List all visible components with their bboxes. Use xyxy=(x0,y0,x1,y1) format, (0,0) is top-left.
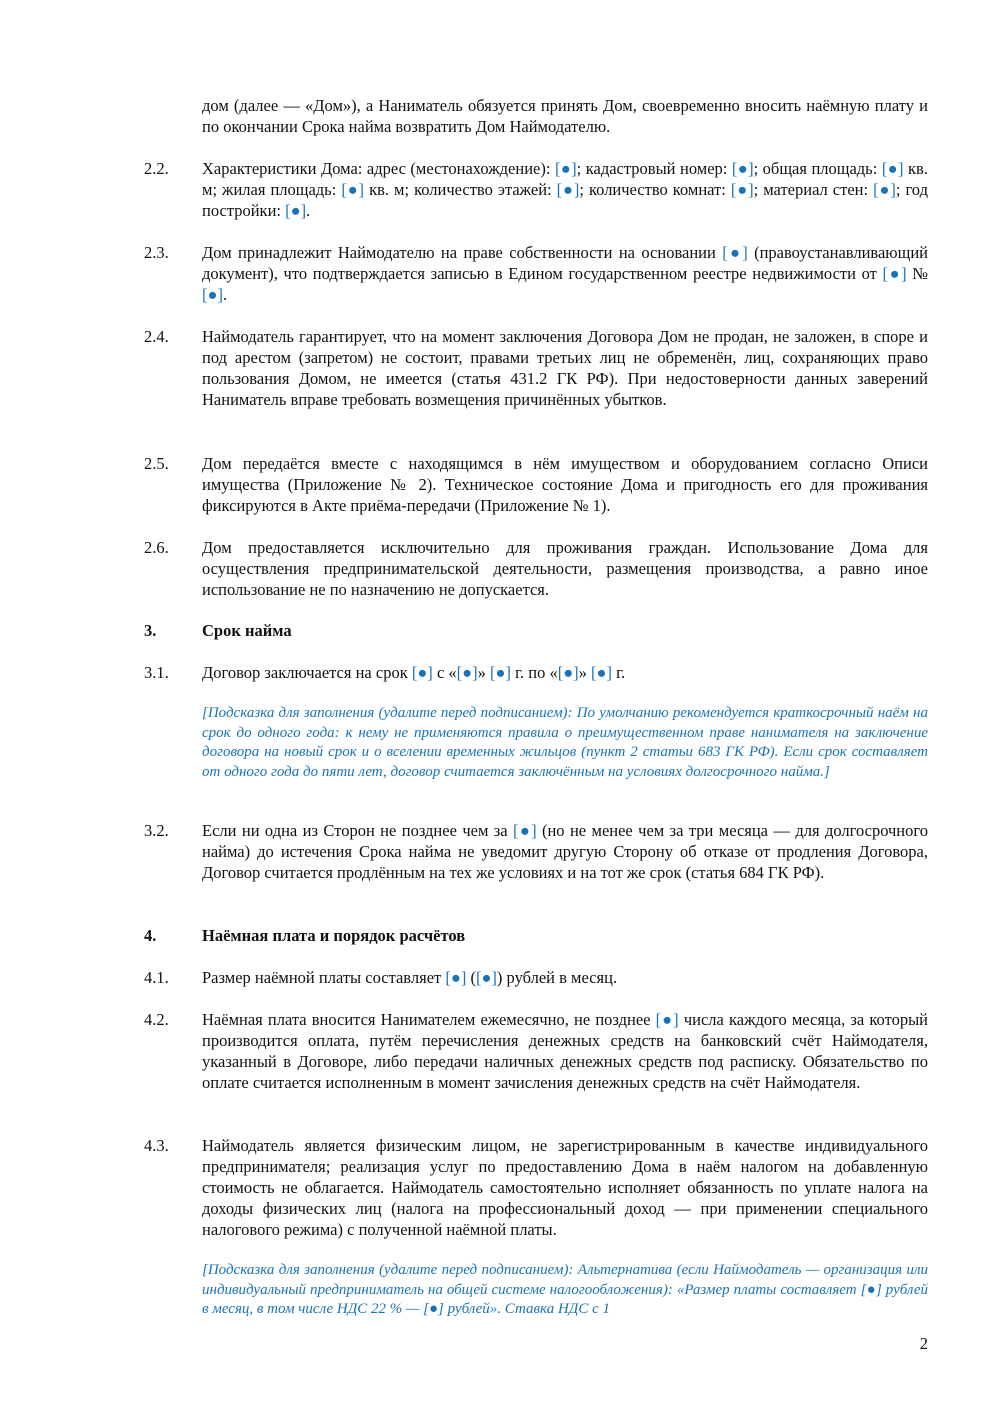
clause-2-4 xyxy=(144,326,928,410)
clause-number: 4.2. xyxy=(144,1010,169,1029)
hint-text xyxy=(202,704,928,782)
page-number: 2 xyxy=(919,1334,928,1353)
clause-2-3 xyxy=(144,242,928,305)
placeholder-marker: [●] xyxy=(411,663,433,682)
section-heading-3 xyxy=(144,620,928,641)
clause-text xyxy=(202,1009,928,1093)
placeholder-marker: [●] xyxy=(475,968,497,987)
text-run: Наймодатель является физическим лицом, не зарегистрированным в качестве индивидуального предпринимателя; реализация услуг по предоставлению Дома в наём налогом на добавленную стоимость не облагается. Наймодатель самостоятельно исполняет обязанность по уплате налога на доходы физических лиц (налога на профессиональный доход — при применении специального налогового режима) с полученной наёмной платы. xyxy=(202,1136,928,1239)
text-run: Наймодатель гарантирует, что на момент заключения Договора Дом не продан, не заложен, в споре и под арестом (запретом) не состоит, правами третьих лиц не обременён, лиц, сохраняющих право пользования Домом, не имеется (статья 431.2 ГК РФ). При недостоверности данных заверений Наниматель вправе требовать возмещения причинённых убытков. xyxy=(202,327,928,409)
clause-4-2 xyxy=(144,1009,928,1093)
placeholder-marker: [●] xyxy=(655,1010,679,1029)
placeholder-marker: [●] xyxy=(445,968,467,987)
text-run: числа каждого месяца, за который производится оплата, путём перечисления денежных средств на банковский счёт Наймодателя, указанный в Договоре, либо передачи наличных денежных средств под расписку. Обязательство по оплате считается исполненным в момент зачисления денежных средств на счёт Наймодателя. xyxy=(202,1010,928,1092)
text-run: г. по « xyxy=(510,663,558,682)
placeholder-marker: [●] xyxy=(456,663,478,682)
clause-2-5 xyxy=(144,453,928,516)
text-run: Дом предоставляется исключительно для проживания граждан. Использование Дома для осуществления предпринимательской деятельности, размещения производства, а равно иное использование не по назначению не допускается. xyxy=(202,538,928,599)
placeholder-marker: [●] xyxy=(873,180,896,199)
placeholder-marker: [●] xyxy=(591,663,613,682)
placeholder-marker: [●] xyxy=(285,201,307,220)
clause-number: 3.2. xyxy=(144,821,169,840)
placeholder-marker: [●] xyxy=(730,180,754,199)
text-run: ; материал стен: xyxy=(753,180,874,199)
text-run: Наёмная плата вносится Нанимателем ежемесячно, не позднее xyxy=(202,1010,656,1029)
text-run: [Подсказка для заполнения (удалите перед подписанием): Альтернатива (если Наймодатель — организация или индивидуальный предприниматель на общей системе налогообложения): «Размер платы составляет [●] рублей в месяц, в том числе НДС 22 % — [●] рублей». Ставка НДС с 1 xyxy=(202,1262,928,1317)
clause-text xyxy=(202,967,928,988)
clause-number: 2.6. xyxy=(144,538,169,557)
placeholder-marker: [●] xyxy=(554,159,577,178)
text-run: Договор заключается на срок xyxy=(202,663,412,682)
clause-text xyxy=(202,242,928,305)
clause-2-2 xyxy=(144,158,928,221)
text-run: » xyxy=(578,663,592,682)
text-run: Срок найма xyxy=(202,621,292,640)
clause-number: 2.4. xyxy=(144,327,169,346)
text-run: Дом принадлежит Наймодателю на праве собственности на основании xyxy=(202,243,723,262)
text-run: » xyxy=(477,663,490,682)
clause-number: 2.5. xyxy=(144,454,169,473)
text-run: (правоустанавливающий документ), что подтверждается записью в Едином государственном реестре недвижимости от xyxy=(202,243,928,283)
clause-text xyxy=(202,662,928,683)
placeholder-marker: [●] xyxy=(882,264,907,283)
text-run: с « xyxy=(432,663,457,682)
text-run: . xyxy=(222,285,228,304)
placeholder-marker: [●] xyxy=(557,663,579,682)
placeholder-marker: [●] xyxy=(722,243,748,262)
text-run: ; год постройки: xyxy=(202,180,928,220)
clause-number: 2.2. xyxy=(144,159,169,178)
section-title xyxy=(202,925,928,946)
clause-4-1 xyxy=(144,967,928,988)
clause-2-6 xyxy=(144,537,928,600)
text-run: ; кадастровый номер: xyxy=(576,159,732,178)
clause-text xyxy=(202,1135,928,1240)
text-run: Если ни одна из Сторон не позднее чем за xyxy=(202,821,514,840)
paragraph-continuation xyxy=(144,95,928,137)
text-run: . xyxy=(306,201,311,220)
text-run: ; количество комнат: xyxy=(579,180,731,199)
clause-number: 4.1. xyxy=(144,968,169,987)
section-title xyxy=(202,620,928,641)
clause-text xyxy=(202,537,928,600)
clause-number: 4.3. xyxy=(144,1136,169,1155)
clause-3-2 xyxy=(144,820,928,883)
clause-3-1 xyxy=(144,662,928,683)
placeholder-marker: [●] xyxy=(341,180,365,199)
text-run: Наёмная плата и порядок расчётов xyxy=(202,926,466,945)
filling-hint xyxy=(144,704,928,782)
placeholder-marker: [●] xyxy=(513,821,537,840)
clause-number: 3.1. xyxy=(144,663,169,682)
clause-text xyxy=(202,453,928,516)
text-run: кв. м; жилая площадь: xyxy=(202,159,928,199)
text-run: Дом передаётся вместе с находящимся в нём имуществом и оборудованием согласно Описи имущества (Приложение № 2). Техническое состояние Дома и пригодность его для проживания фиксируются в Акте приёма-передачи (Приложение № 1). xyxy=(202,454,928,515)
text-run: ; общая площадь: xyxy=(753,159,882,178)
section-heading-4 xyxy=(144,925,928,946)
placeholder-marker: [●] xyxy=(556,180,580,199)
placeholder-marker: [●] xyxy=(202,285,223,304)
text-run: ( xyxy=(466,968,476,987)
text-run: (но не менее чем за три месяца — для долгосрочного найма) до истечения Срока найма не уведомит другую Сторону об отказе от продления Договора, Договор считается продлённым на тех же условиях и на тот же срок (статья 684 ГК РФ). xyxy=(202,821,928,882)
text-run: ) рублей в месяц. xyxy=(496,968,618,987)
clause-4-3 xyxy=(144,1135,928,1240)
text-run: кв. м; количество этажей: xyxy=(364,180,557,199)
text-run: № xyxy=(906,264,928,283)
text-run: Характеристики Дома: адрес (местонахождение): xyxy=(202,159,555,178)
clause-text xyxy=(202,820,928,883)
filling-hint xyxy=(144,1261,928,1320)
section-number: 4. xyxy=(144,926,157,945)
text-run: [Подсказка для заполнения (удалите перед подписанием): По умолчанию рекомендуется краткосрочный наём на срок до одного года: к нему не применяются правила о преимущественном праве нанимателя на заключение договора на новый срок и о вселении временных жильцов (пункт 2 статьи 683 ГК РФ). Если срок составляет от одного года до пяти лет, договор считается заключённым на условиях долгосрочного найма.] xyxy=(202,705,928,780)
text-run: г. xyxy=(612,663,626,682)
section-number: 3. xyxy=(144,621,157,640)
clause-text xyxy=(202,158,928,221)
text-run: Размер наёмной платы составляет xyxy=(202,968,446,987)
hint-text xyxy=(202,1261,928,1320)
clause-number: 2.3. xyxy=(144,243,169,262)
placeholder-marker: [●] xyxy=(489,663,511,682)
clause-text xyxy=(202,326,928,410)
text-run: дом (далее — «Дом»), а Наниматель обязуется принять Дом, своевременно вносить наёмную плату и по окончании Срока найма возвратить Дом Наймодателю. xyxy=(202,96,928,136)
placeholder-marker: [●] xyxy=(881,159,904,178)
paragraph-text xyxy=(202,95,928,137)
placeholder-marker: [●] xyxy=(731,159,754,178)
